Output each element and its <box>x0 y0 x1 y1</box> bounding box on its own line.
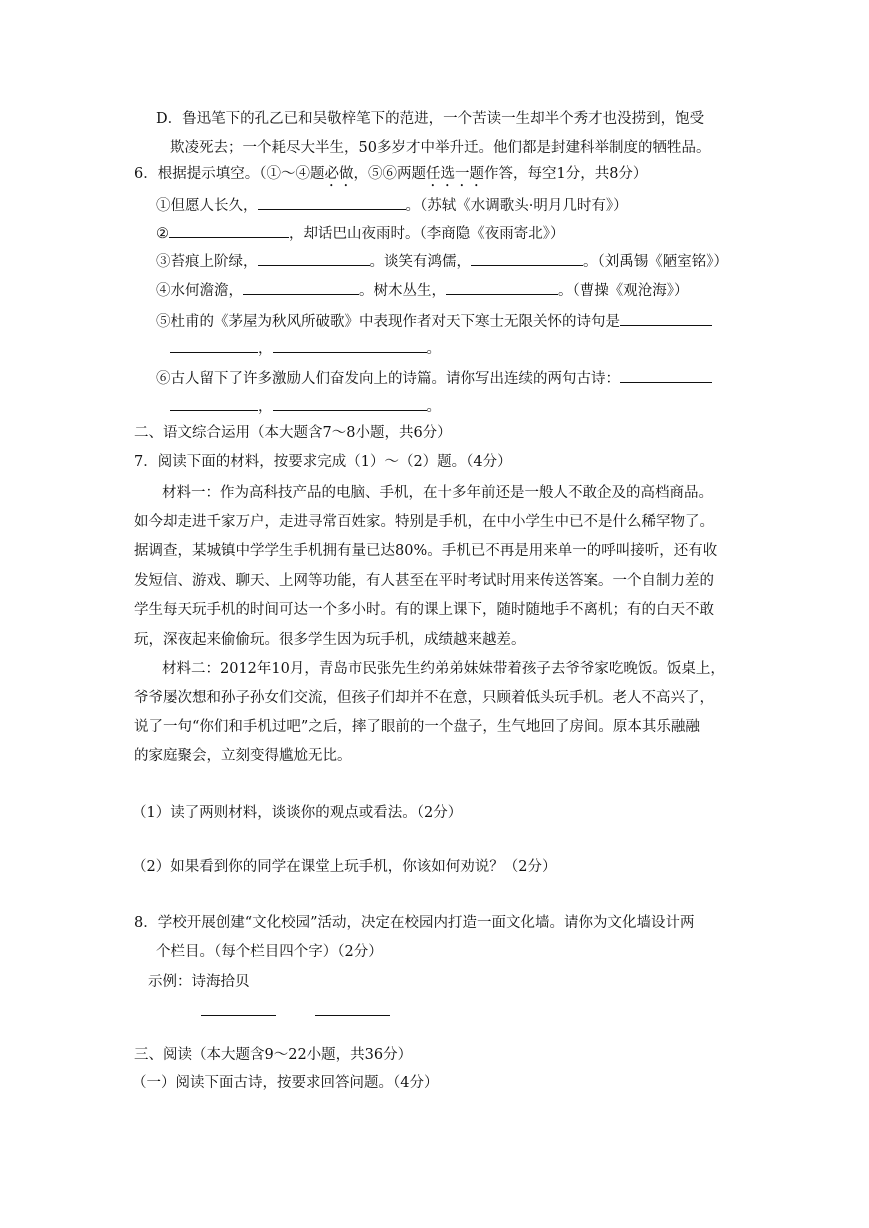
answer-blank[interactable] <box>471 251 583 266</box>
q7-material-1-line: 据调查，某城镇中学学生手机拥有量已达80%。手机已不再是用来单一的呼叫接听，还有收 <box>134 543 718 559</box>
q8-example: 示例：诗海拾贝 <box>148 974 250 990</box>
q7-material-1-line: 发短信、游戏、聊天、上网等功能，有人甚至在平时考试时用来传送答案。一个自制力差的 <box>134 573 714 589</box>
section-3-heading: 三、阅读（本大题含9～22小题，共36分） <box>134 1047 413 1063</box>
q7-subquestion-2: （2）如果看到你的同学在课堂上玩手机，你该如何劝说？（2分） <box>132 859 557 875</box>
q7-heading: 7．阅读下面的材料，按要求完成（1）～（2）题。（4分） <box>134 454 512 470</box>
q5-option-d-line1: D．鲁迅笔下的孔乙已和吴敬梓笔下的范进，一个苦读一生却半个秀才也没捞到，饱受 <box>156 111 705 127</box>
q6-item-3 <box>156 251 728 272</box>
q6-heading-text: 作答，每空1分，共8分） <box>483 166 648 182</box>
q6-item-text: ⑤杜甫的《茅屋为秋风所破歌》中表现作者对天下寒士无限关怀的诗句是 <box>156 314 620 330</box>
q6-item-5-continued <box>170 338 441 359</box>
reading-part-1-heading: （一）阅读下面古诗，按要求回答问题。（4分） <box>132 1075 439 1091</box>
punctuation: ， <box>258 399 273 415</box>
q6-item-text: ，却话巴山夜雨时。（李商隐《夜雨寄北》） <box>289 226 565 242</box>
q6-item-text: ② <box>156 226 169 242</box>
answer-blank[interactable] <box>258 251 370 266</box>
answer-blank[interactable] <box>620 368 712 383</box>
q7-material-1-line: 学生每天玩手机的时间可达一个多小时。有的课上课下，随时随地手不离机；有的白天不敢 <box>134 602 714 618</box>
answer-blank[interactable] <box>258 195 406 210</box>
q8-line-1: 8．学校开展创建“文化校园”活动，决定在校园内打造一面文化墙。请你为文化墙设计两 <box>134 915 695 931</box>
q5-option-d-line2: 欺凌死去；一个耗尽大半生，50多岁才中举升迁。他们都是封建科举制度的牺牲品。 <box>170 140 711 156</box>
q6-item-text: ⑥古人留下了许多激励人们奋发向上的诗篇。请你写出连续的两句古诗： <box>156 371 620 387</box>
answer-blank[interactable] <box>273 338 427 353</box>
answer-blank[interactable] <box>273 396 427 411</box>
q6-heading-text: 6．根据提示填空。（①～④题 <box>134 166 325 182</box>
answer-blank[interactable] <box>315 1015 390 1016</box>
q7-material-2-line: 材料二：2012年10月，青岛市民张先生约弟弟妹妹带着孩子去爷爷家吃晚饭。饭桌上， <box>162 661 725 677</box>
answer-blank[interactable] <box>620 311 712 326</box>
q6-item-1 <box>156 195 628 216</box>
q7-material-1-line: 玩，深夜起来偷偷玩。很多学生因为玩手机，成绩越来越差。 <box>134 632 526 648</box>
answer-blank[interactable] <box>243 280 359 295</box>
punctuation: 。 <box>426 341 441 357</box>
q6-item-text: 。（曹操《观沧海》） <box>558 283 689 299</box>
q6-item-5 <box>156 311 712 332</box>
punctuation: ， <box>258 341 273 357</box>
answer-blank[interactable] <box>170 338 258 353</box>
answer-blank[interactable] <box>169 223 289 238</box>
punctuation: 。 <box>426 399 441 415</box>
q7-material-2-line: 爷爷屡次想和孙子孙女们交流，但孩子们却并不在意，只顾着低头玩手机。老人不高兴了， <box>134 690 714 706</box>
q6-item-text: ③苔痕上阶绿， <box>156 254 258 270</box>
q6-item-text: ①但愿人长久， <box>156 198 258 214</box>
q6-heading <box>134 164 647 190</box>
q6-item-6 <box>156 368 712 389</box>
section-2-heading: 二、语文综合运用（本大题含7～8小题，共6分） <box>134 425 452 441</box>
q7-material-2-line: 的家庭聚会，立刻变得尴尬无比。 <box>134 748 352 764</box>
q7-material-1-line: 材料一：作为高科技产品的电脑、手机，在十多年前还是一般人不敢企及的高档商品。 <box>162 485 713 501</box>
q6-item-text: 。谈笑有鸿儒， <box>369 254 471 270</box>
q7-subquestion-1: （1）读了两则材料，谈谈你的观点或看法。（2分） <box>132 805 463 821</box>
q7-material-1-line: 如今却走进千家万户，走进寻常百姓家。特别是手机，在中小学生中已不是什么稀罕物了。 <box>134 514 714 530</box>
q6-item-6-continued <box>170 396 441 417</box>
q8-line-2: 个栏目。（每个栏目四个字）（2分） <box>156 944 383 960</box>
q6-item-text: ④水何澹澹， <box>156 283 243 299</box>
q6-item-2 <box>156 223 565 244</box>
q6-item-text: 。树木丛生， <box>359 283 446 299</box>
q7-material-2-line: 说了一句“你们和手机过吧”之后，摔了眼前的一个盘子，生气地回了房间。原本其乐融融 <box>134 719 700 735</box>
answer-blank[interactable] <box>201 1015 276 1016</box>
q6-item-4 <box>156 280 689 301</box>
q6-item-text: 。（刘禹锡《陋室铭》） <box>583 254 728 270</box>
q6-heading-emphasis-choose: 任选一题 <box>425 166 484 182</box>
q6-heading-text: ，⑤⑥两题 <box>353 166 426 182</box>
answer-blank[interactable] <box>446 280 558 295</box>
q6-item-text: 。（苏轼《水调歌头·明月几时有》） <box>405 198 628 214</box>
q6-heading-emphasis-must: 必做 <box>324 166 354 182</box>
answer-blank[interactable] <box>170 396 258 411</box>
